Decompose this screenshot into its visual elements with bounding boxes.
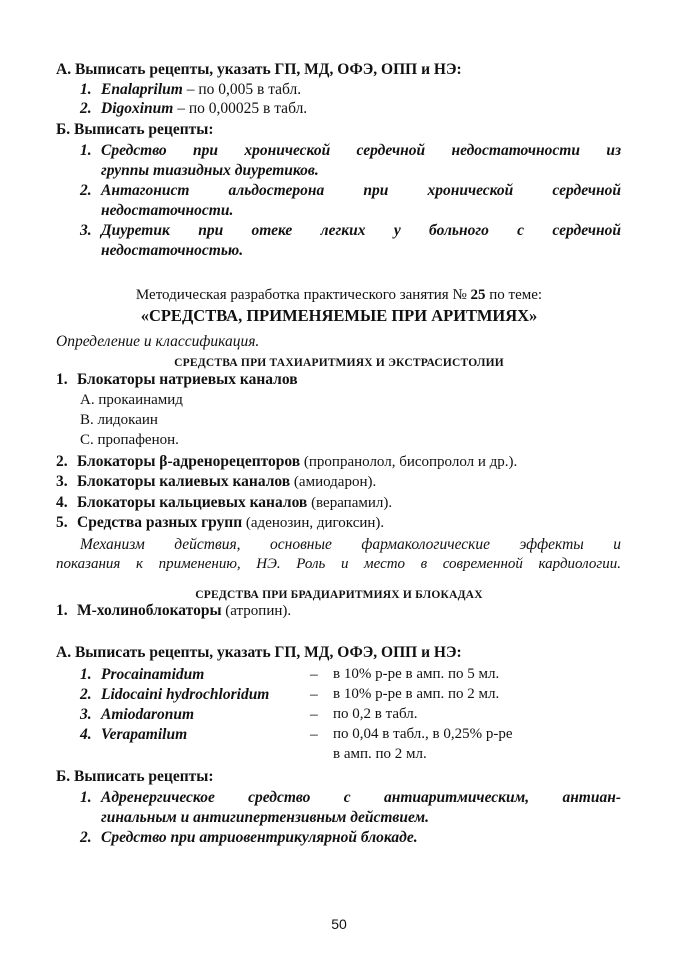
mechanism-line: показания к применению, НЭ. Роль и место в современной кардиологии. (56, 556, 621, 572)
drug-name: Digoxinum (101, 100, 174, 117)
task-b-item-line: Антагонист альдостерона при хронической сердечной (101, 182, 621, 199)
mechanism-line: Механизм действия, основные фармакологические эффекты и (80, 536, 621, 553)
group-2-beta-blockers: 2. Блокаторы β-адренорецепторов (пропранолол, бисопролол и др.). (56, 453, 518, 470)
task-b-item-number: 1. (80, 142, 92, 159)
rx-number: 3. (80, 706, 92, 723)
task-b-item-line: Средство при хронической сердечной недостаточности из (101, 142, 621, 159)
task-b-item-line: Диуретик при отеке легких у больного с сердечной (101, 222, 621, 239)
dash: – (310, 726, 318, 743)
group-3-potassium-blockers: 3. Блокаторы калиевых каналов (амиодарон). (56, 473, 377, 490)
dash: – (310, 706, 318, 723)
task-b-item-line: гинальным и антигипертензивным действием. (101, 809, 429, 826)
task-b-heading: Б. Выписать рецепты: (56, 121, 214, 138)
group-4-calcium-blockers: 4. Блокаторы кальциевых каналов (верапамил). (56, 494, 393, 511)
page-number: 50 (331, 916, 347, 932)
dash: – (310, 666, 318, 683)
group-1-sodium-blockers: 1. Блокаторы натриевых каналов (56, 371, 298, 388)
task-b-item-line: Адренергическое средство с антиаритмическим, антиан- (101, 789, 621, 806)
drug-name: Procainamidum (101, 666, 205, 683)
task-b-item-number: 3. (80, 222, 92, 239)
rx-number: 4. (80, 726, 92, 743)
dash: – (310, 686, 318, 703)
task-b-item-number: 1. (80, 789, 92, 806)
lesson-title: «СРЕДСТВА, ПРИМЕНЯЕМЫЕ ПРИ АРИТМИЯХ» (140, 306, 538, 325)
task-b-item-line: группы тиазидных диуретиков. (101, 162, 319, 179)
drug-dose: по 0,2 в табл. (333, 706, 418, 722)
section-heading-brady: СРЕДСТВА ПРИ БРАДИАРИТМИЯХ И БЛОКАДАХ (195, 589, 483, 601)
section-heading-tachy: СРЕДСТВА ПРИ ТАХИАРИТМИЯХ И ЭКСТРАСИСТОЛИИ (174, 357, 504, 369)
definition-line: Определение и классификация. (56, 333, 260, 350)
task-b-item-line: недостаточности. (101, 202, 234, 219)
subgroup-item: С. пропафенон. (80, 432, 179, 448)
drug-dose: в 10% р-ре в амп. по 2 мл. (333, 686, 500, 702)
drug-name: Verapamilum (101, 726, 188, 743)
task-a-heading: А. Выписать рецепты, указать ГП, МД, ОФЭ, ОПП и НЭ: (56, 61, 462, 78)
drug-dose: – по 0,005 в табл. (182, 81, 302, 98)
rx-number: 2. (80, 686, 92, 703)
lesson-number: 25 (470, 287, 486, 303)
drug-dose-continued: в амп. по 2 мл. (333, 746, 427, 762)
drug-dose: – по 0,00025 в табл. (173, 100, 308, 117)
subgroup-item: В. лидокаин (80, 412, 158, 428)
rx-number: 1. (80, 666, 92, 683)
task-a-heading: А. Выписать рецепты, указать ГП, МД, ОФЭ, ОПП и НЭ: (56, 644, 462, 661)
task-b-heading: Б. Выписать рецепты: (56, 768, 214, 785)
task-b-item-line: Средство при атриовентрикулярной блокаде. (101, 829, 418, 846)
lesson-intro: Методическая разработка практического занятия № 25 по теме: (135, 287, 543, 303)
drug-dose: в 10% р-ре в амп. по 5 мл. (333, 666, 500, 682)
group-5-other-agents: 5. Средства разных групп (аденозин, дигоксин). (56, 514, 385, 531)
drug-name: Enalaprilum (101, 81, 183, 98)
rx-item-enalapril: 1. Enalaprilum – по 0,005 в табл. (80, 81, 302, 98)
task-b-item-number: 2. (80, 182, 92, 199)
task-b-item-line: недостаточностью. (101, 242, 244, 259)
drug-dose: по 0,04 в табл., в 0,25% р-ре (333, 726, 513, 742)
drug-name: Lidocaini hydrochloridum (101, 686, 270, 703)
subgroup-item: А. прокаинамид (80, 392, 183, 408)
rx-item-digoxin: 2. Digoxinum – по 0,00025 в табл. (80, 100, 308, 117)
task-b-item-number: 2. (80, 829, 92, 846)
brady-group-1: 1. М-холиноблокаторы (атропин). (56, 602, 292, 619)
drug-name: Amiodaronum (101, 706, 195, 723)
